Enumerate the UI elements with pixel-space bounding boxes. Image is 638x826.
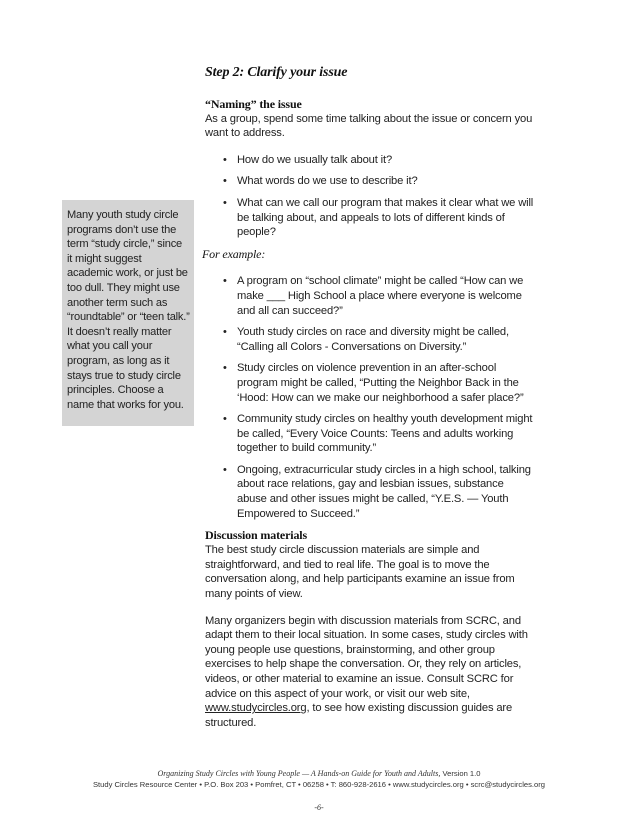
list-item: • Ongoing, extracurricular study circles in a high school, talking about race relations, gay and lesbian issues, substance abuse and other issues might be called, “Y.E.S. — Youth Empowered to Succeed.” xyxy=(223,463,531,520)
list-item: • Community study circles on healthy youth development might be called, “Every Voice Counts: Teens and adults working together to build community.” xyxy=(223,413,533,455)
sidebar-text: Many youth study circle programs don’t use the term “study circle,” since it might suggest academic work, or just be too dull. They might use another term such as “roundtable” or “teen talk.” It doesn’t really matter what you call your program, as long as it stays true to study circle principles. Choose a name that works for you. xyxy=(67,209,190,411)
bullet-icon: • xyxy=(223,463,227,476)
naming-heading: “Naming” the issue xyxy=(205,96,302,111)
list-item: • Study circles on violence prevention in an after-school program might be called, “Putting the Neighbor Back in the ‘Hood: How can we make our neighborhood a safer place?” xyxy=(223,362,524,404)
footer-title-line: Organizing Study Circles with Young People — A Hands-on Guide for Youth and Adults, Version 1.0 xyxy=(157,769,481,778)
bullet-icon: • xyxy=(223,326,227,339)
discussion-paragraph-2: Many organizers begin with discussion materials from SCRC, and adapt them to their local situation. In some cases, study circles with young people use questions, brainstorming, and other group exercises to help shape the conversation. Or, they rely on articles, videos, or other material to examine an issue. Consult SCRC for advice on this aspect of your work, or visit our web site, www.studycircles.org, to see how existing discussion guides are structured. xyxy=(205,614,528,729)
for-example-label: For example: xyxy=(202,246,266,261)
bullet-icon: • xyxy=(223,362,227,375)
bullet-icon: • xyxy=(223,413,227,426)
list-item: • What can we call our program that makes it clear what we will be talking about, and appeals to lots of different kinds of people? xyxy=(223,196,534,239)
step-title: Step 2: Clarify your issue xyxy=(205,65,348,80)
page-number: -6- xyxy=(314,803,324,812)
list-item: • A program on “school climate” might be called “How can we make ___ High School a place where everyone is welcome and all can succeed?” xyxy=(223,275,524,317)
bullet-icon: • xyxy=(223,196,227,209)
bullet-icon: • xyxy=(223,175,227,188)
question-list xyxy=(223,153,535,240)
naming-intro: As a group, spend some time talking about the issue or concern you want to address. xyxy=(205,112,533,140)
list-item: • What words do we use to describe it? xyxy=(223,175,418,188)
bullet-icon: • xyxy=(223,153,227,166)
list-item: • How do we usually talk about it? xyxy=(223,153,393,166)
discussion-paragraph-1: The best study circle discussion materials are simple and straightforward, and tied to real life. The goal is to move the conversation along, and help participants examine an issue from many points of view. xyxy=(205,544,515,601)
website-link[interactable]: www.studycircles.org xyxy=(205,702,307,715)
page-footer xyxy=(0,768,638,790)
main-column xyxy=(202,65,535,730)
bullet-icon: • xyxy=(223,275,227,288)
example-list xyxy=(223,274,535,521)
list-item: • Youth study circles on race and diversity might be called, “Calling all Colors - Conversations on Diversity.” xyxy=(223,326,509,353)
discussion-heading: Discussion materials xyxy=(205,528,308,543)
sidebar-callout xyxy=(62,200,194,426)
footer-contact-line: Study Circles Resource Center • P.O. Box 203 • Pomfret, CT • 06258 • T: 860-928-2616 • www.studycircles.org • scrc@studycircles.org xyxy=(92,780,546,789)
